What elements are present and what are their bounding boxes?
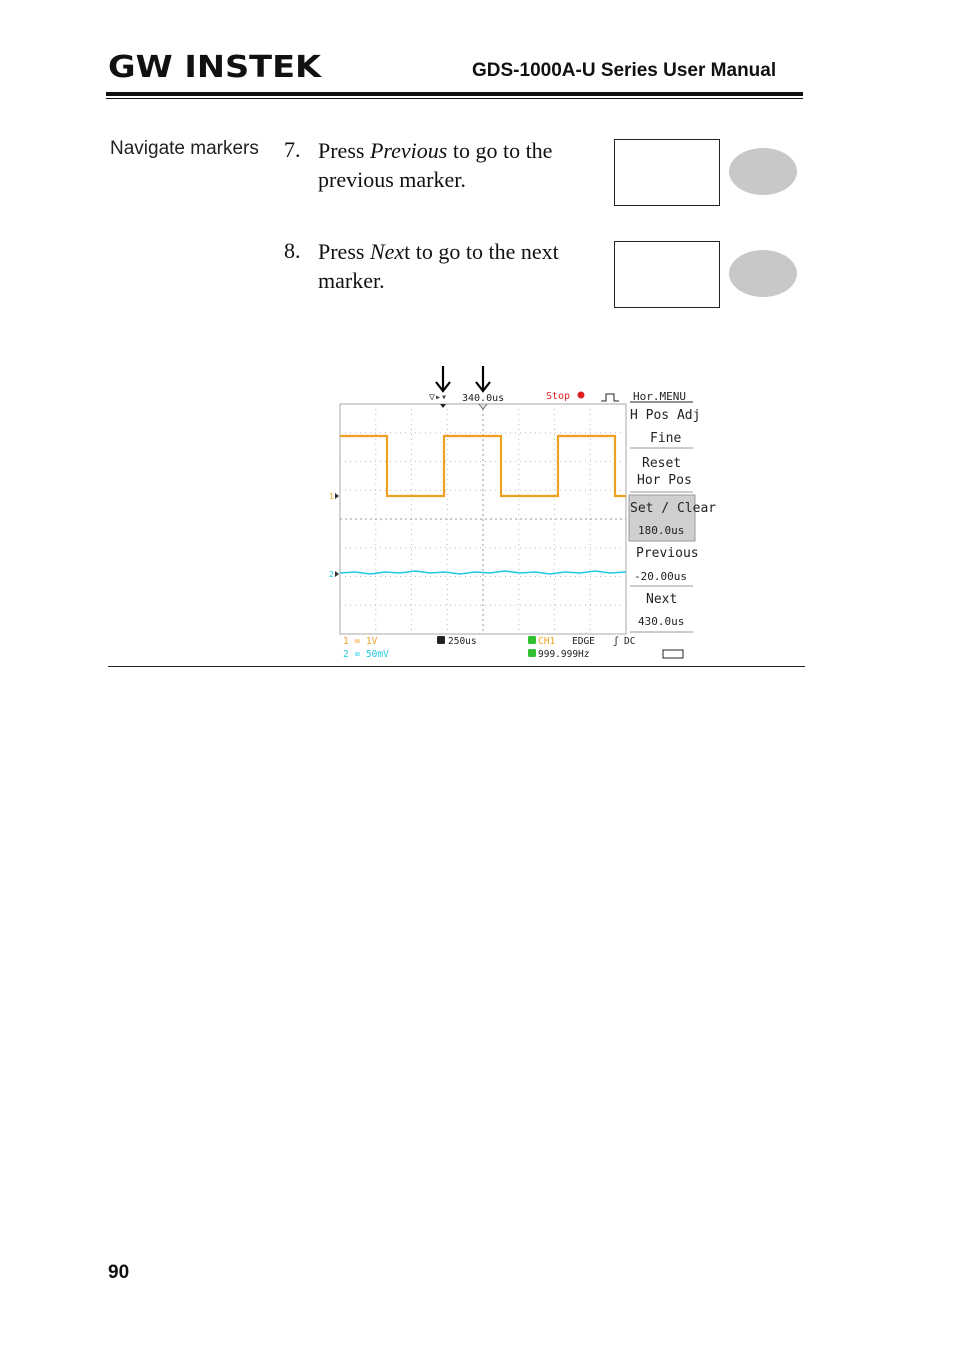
step-text-pre: Press <box>318 239 370 264</box>
oscilloscope-screenshot <box>325 362 717 662</box>
menu-item-reset[interactable]: Reset <box>642 456 682 471</box>
timebase-icon <box>437 636 445 644</box>
trigger-icon <box>528 636 536 644</box>
step-text <box>318 237 603 295</box>
stop-indicator-icon <box>578 392 585 399</box>
step-number: 8. <box>284 238 301 263</box>
trigger-slope-icon: ʃ <box>613 636 620 647</box>
ch1-scale: 1 = 1V <box>343 636 378 647</box>
menu-item-set-clear[interactable]: Set / Clear <box>630 501 717 516</box>
menu-value-fine: Fine <box>650 431 682 446</box>
menu-value-previous: -20.00us <box>634 570 687 583</box>
ch2-scale: 2 = 50mV <box>343 649 389 660</box>
top-time-readout: 340.0us <box>462 393 505 404</box>
section-label: Navigate markers <box>110 138 259 159</box>
trigger-type: EDGE <box>572 636 595 647</box>
menu-item-h-pos-adj[interactable]: H Pos Adj <box>630 408 701 423</box>
marker-glyphs: ▽▸▾ <box>429 392 448 403</box>
page-number: 90 <box>108 1262 130 1283</box>
trigger-coupling: DC <box>624 636 636 647</box>
ch1-marker: 1 <box>329 492 334 501</box>
step-text-pre: Press <box>318 138 370 163</box>
menu-item-hor-pos[interactable]: Hor Pos <box>637 473 692 488</box>
step-text-emphasis: Previous <box>369 138 448 163</box>
run-status: Stop <box>546 391 571 402</box>
next-softkey-box <box>614 241 720 308</box>
timebase: 250us <box>448 636 477 647</box>
header-rule-thin <box>106 98 803 99</box>
manual-title: GDS-1000A-U Series User Manual <box>472 60 777 81</box>
frequency-icon <box>528 649 536 657</box>
menu-item-previous[interactable]: Previous <box>636 546 699 561</box>
brand-logo: GW INSTEK <box>108 50 322 85</box>
ch2-marker: 2 <box>329 570 334 579</box>
step-text <box>318 136 603 194</box>
menu-value-next: 430.0us <box>638 615 685 628</box>
menu-item-next[interactable]: Next <box>646 592 678 607</box>
frequency: 999.999Hz <box>538 649 590 660</box>
header-rule <box>106 92 803 96</box>
step-number: 7. <box>284 137 301 162</box>
trigger-source: CH1 <box>538 636 556 647</box>
menu-title: Hor.MENU <box>633 390 686 403</box>
section-rule <box>108 666 805 667</box>
step-text-post: t to go to the next marker. <box>318 239 559 293</box>
step-text-post: to go to the previous marker. <box>318 138 553 192</box>
next-softkey-button <box>729 250 797 297</box>
previous-softkey-box <box>614 139 720 206</box>
previous-softkey-button <box>729 148 797 195</box>
step-text-emphasis: Nex <box>369 239 405 264</box>
menu-value-set-clear: 180.0us <box>638 524 685 537</box>
